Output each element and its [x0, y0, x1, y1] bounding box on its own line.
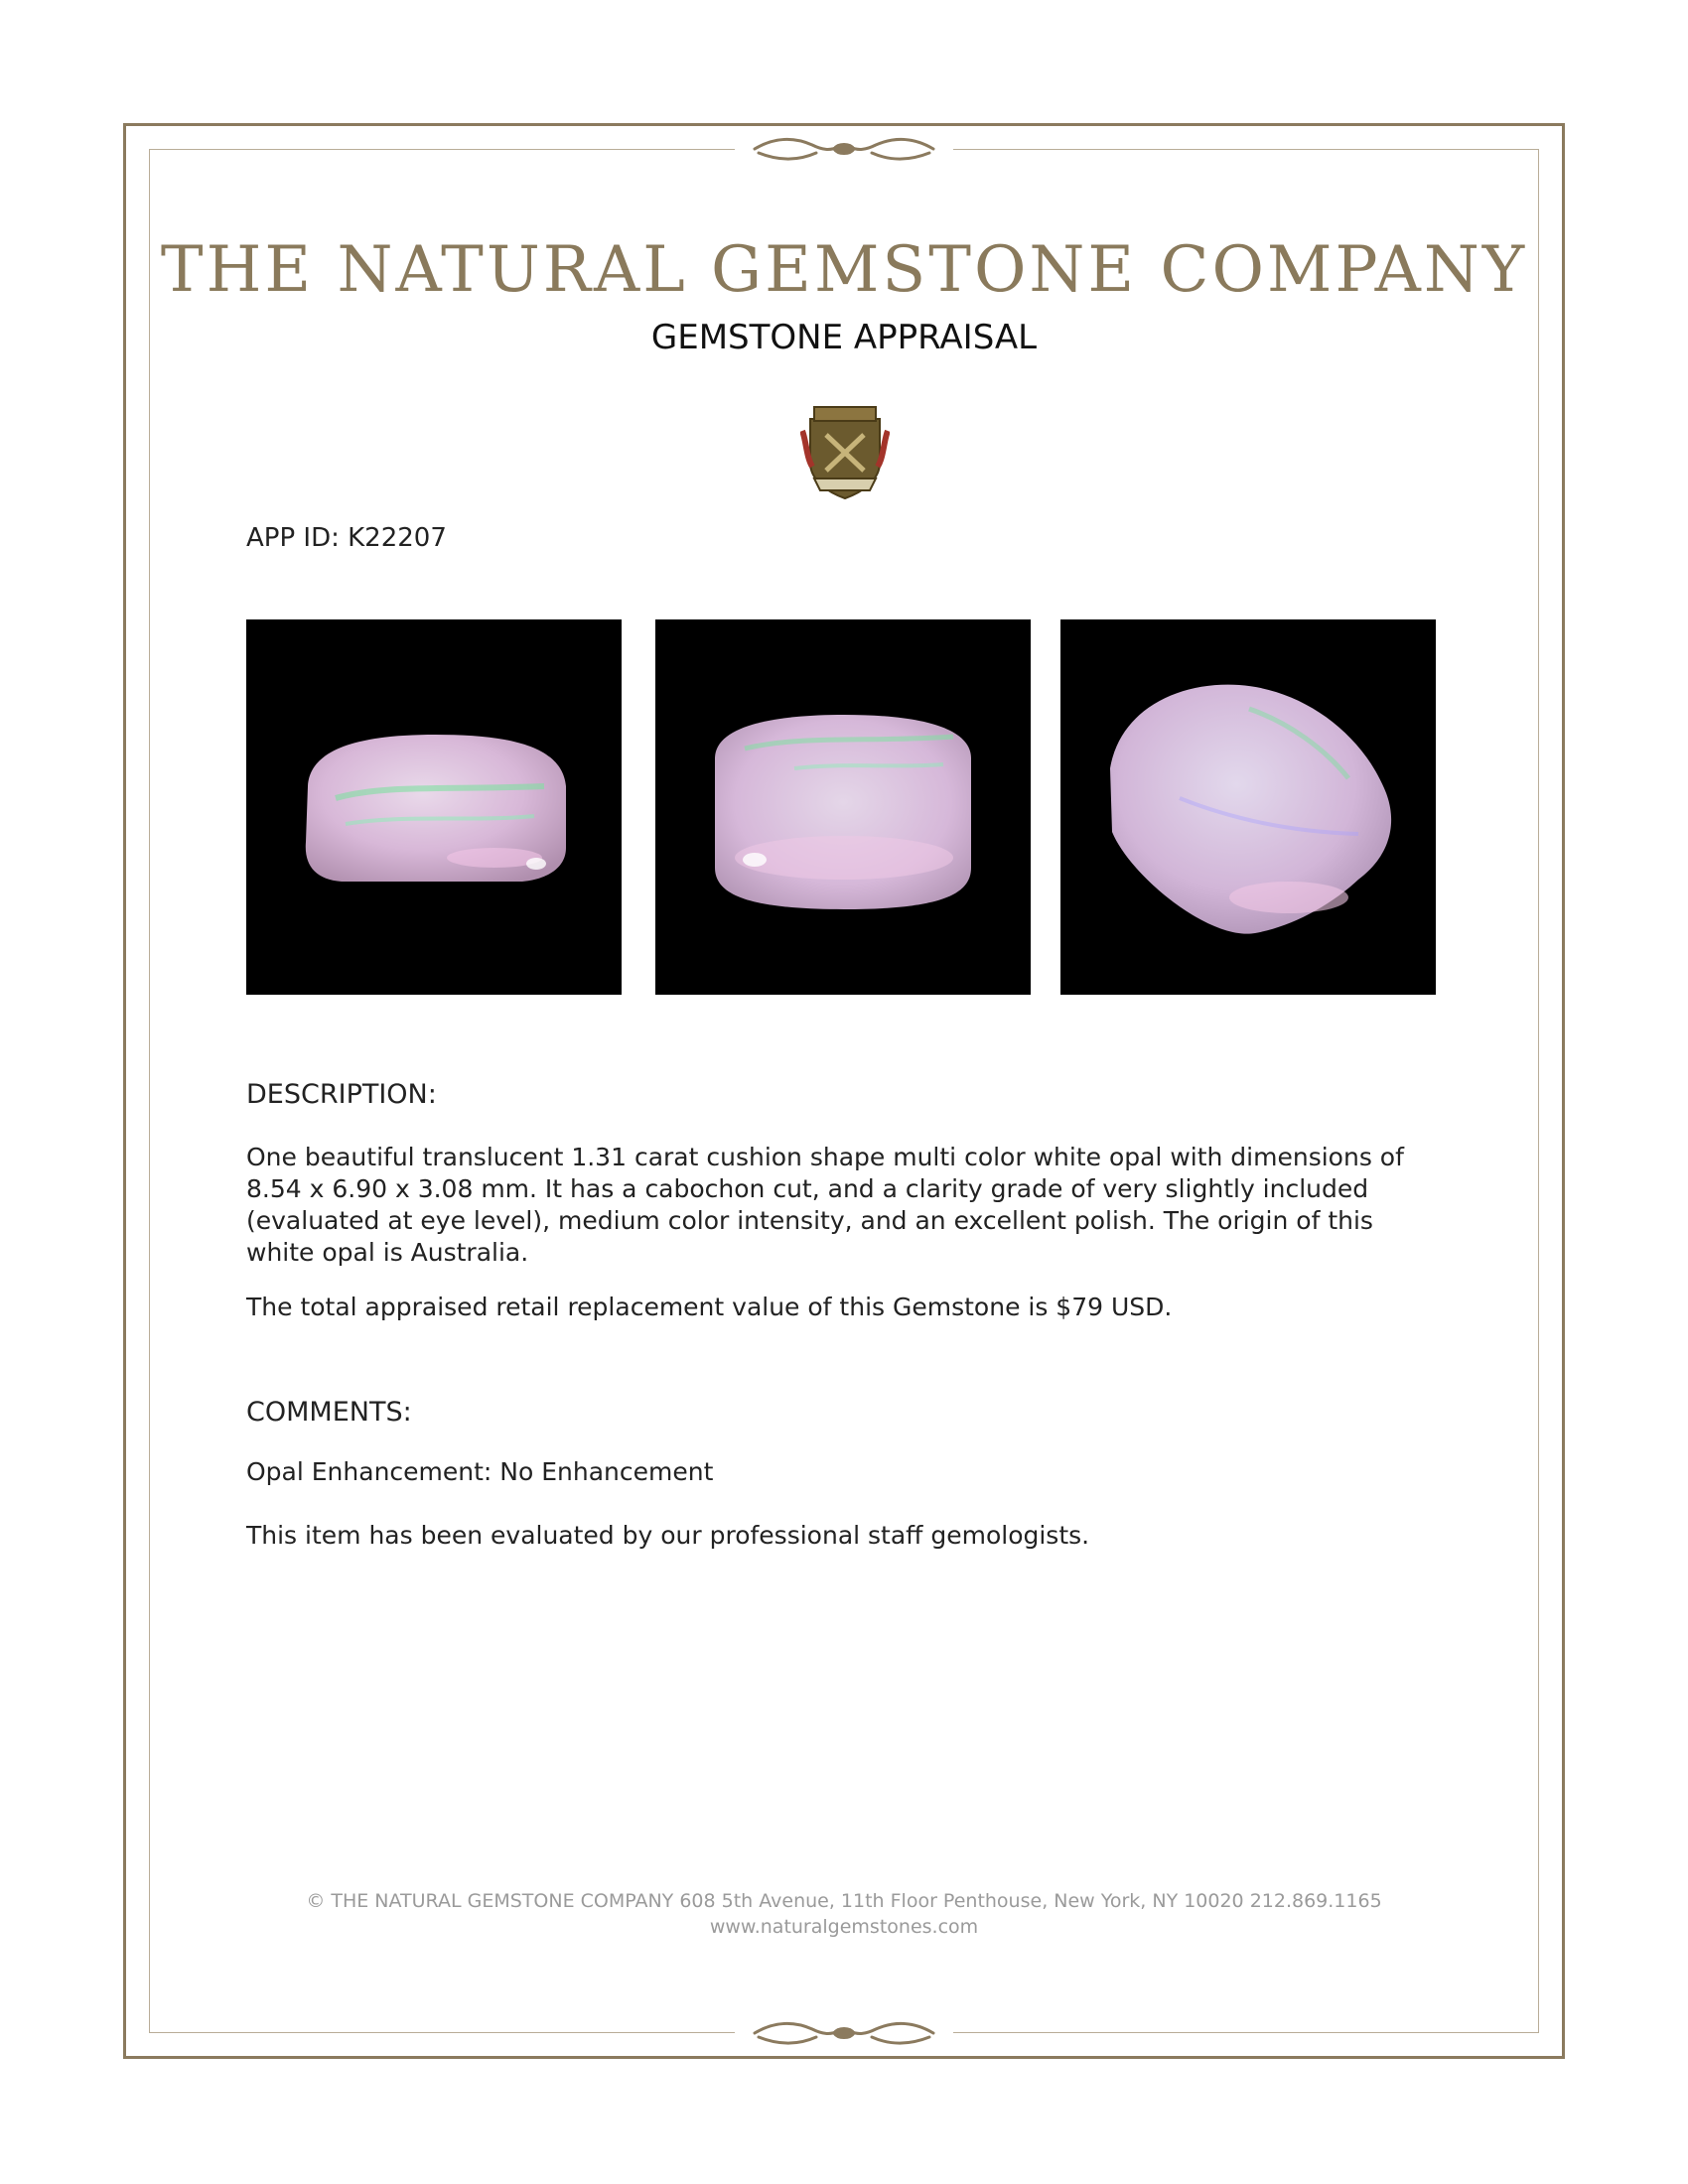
- comments-heading: COMMENTS:: [246, 1397, 412, 1428]
- company-name: THE NATURAL GEMSTONE COMPANY: [160, 233, 1528, 307]
- gemstone-photo-top: [655, 619, 1031, 995]
- gemstone-photo-side: [246, 619, 622, 995]
- description-text: One beautiful translucent 1.31 carat cushion shape multi color white opal with dimensions of 8.54 x 6.90 x 3.08 mm. It has a cabochon cut, and a clarity grade of very slightly included (evaluated at eye level), medium color intensity, and an excellent polish. The origin of this white opal is Australia.: [246, 1143, 1404, 1267]
- evaluation-note: This item has been evaluated by our professional staff gemologists.: [246, 1521, 1090, 1550]
- footer-website: www.naturalgemstones.com: [709, 1916, 979, 1938]
- gemstone-photo-angled: [1060, 619, 1436, 995]
- app-id: APP ID: K22207: [246, 523, 447, 553]
- enhancement-comment: Opal Enhancement: No Enhancement: [246, 1457, 714, 1486]
- scroll-ornament-top-icon: [735, 131, 953, 167]
- description-heading: DESCRIPTION:: [246, 1079, 437, 1110]
- company-crest-icon: [800, 401, 890, 500]
- document-title: GEMSTONE APPRAISAL: [650, 318, 1038, 357]
- scroll-ornament-bottom-icon: [735, 2015, 953, 2051]
- appraised-value-statement: The total appraised retail replacement value of this Gemstone is $79 USD.: [246, 1293, 1173, 1321]
- footer-address: © THE NATURAL GEMSTONE COMPANY 608 5th Avenue, 11th Floor Penthouse, New York, NY 10020 212.869.1165: [306, 1890, 1382, 1912]
